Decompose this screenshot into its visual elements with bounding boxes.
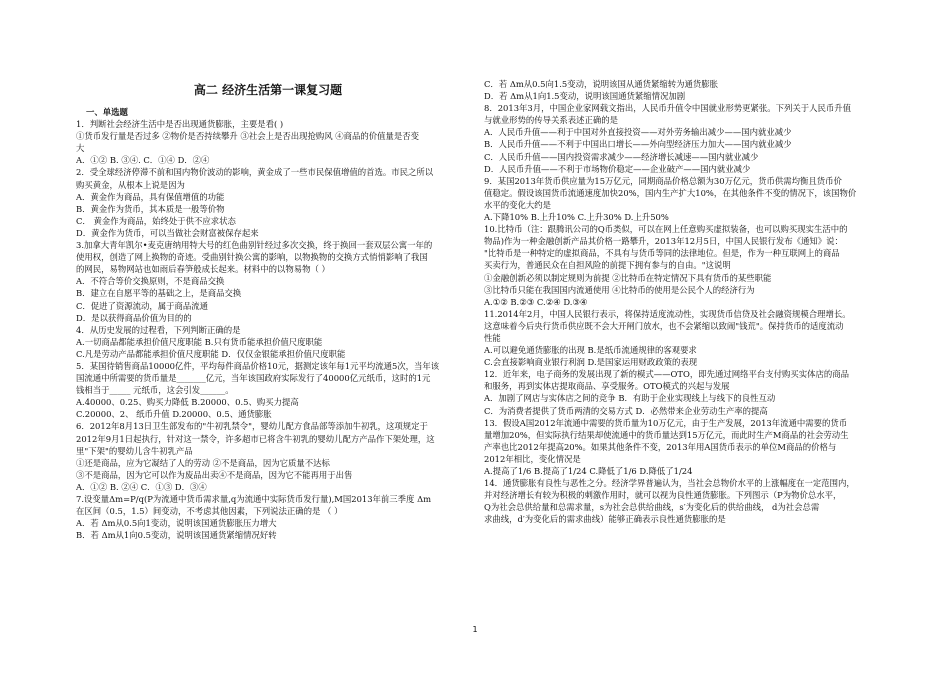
text-line: D．是以获得商品价值为目的的 <box>76 312 192 323</box>
text-line: 大 <box>76 143 85 154</box>
text-line: C．促进了资源流动，属于商品流通 <box>76 300 209 311</box>
text-line: A.①② B.②③ C.②④ D.③④ <box>484 296 588 307</box>
text-line: D．若 Δm从1向1.5变动，说明该国通货紧缩情况加剧 <box>484 91 686 102</box>
text-line: 9．某国2013年货币供应量为15万亿元，同期商品价格总额为30万亿元，货币供需均衡且货币价 <box>484 175 842 186</box>
right-column <box>484 78 874 525</box>
text-line: A．加剧了网店与实体店之间的竞争 B．有助于企业实现线上与线下的良性互动 <box>484 393 776 404</box>
text-line: 的网民，易物网站也如雨后春笋般成长起来。材料中的以物易物（ ） <box>76 264 330 275</box>
text-line: B．黄金作为货币，其本质是一般等价物 <box>76 203 225 214</box>
text-line: 7.设变量Δm=P/q(P为流通中货币需求量,q为流通中实际货币发行量),M国2013年前三季度 Δm <box>76 494 432 504</box>
text-line: 与就业形势的传导关系表述正确的是 <box>484 115 618 126</box>
text-line: 水平的变化大约是 <box>484 199 551 210</box>
left-column <box>76 78 460 541</box>
text-line: C．若 Δm从0.5向1.5变动，说明该国从通货紧缩转为通货膨胀 <box>484 79 718 89</box>
text-line: D．人民币升值——不利于市场物价稳定——企业破产——国内就业减少 <box>484 163 751 174</box>
text-line: B．人民币升值——不利于中国出口增长——外向型经济压力加大——国内就业减少 <box>484 139 792 150</box>
text-line: A．不符合等价交换原则，不是商品交换 <box>76 276 225 287</box>
text-line: B．若 Δm从1向0.5变动，说明该国通货紧缩情况好转 <box>76 530 277 541</box>
title-spacer <box>76 78 460 106</box>
text-line: 和服务，再到实体店提取商品、享受服务。OTO模式的兴起与发展 <box>484 381 730 392</box>
section-heading: 一、单选题 <box>86 107 128 117</box>
text-line: 2012年9月1日起执行，针对这一禁令，许多超市已将含牛初乳的婴幼儿配方产品作下架处理，这 <box>76 433 435 444</box>
text-line: 钱相当于_____ 元纸币，这会引发______。 <box>76 385 234 396</box>
text-line: 购买黄金，从根本上说是因为 <box>76 179 185 190</box>
text-line: 4．从历史发展的过程看，下列判断正确的是 <box>76 324 241 335</box>
text-line: 物品)作为一种金融创新产品其价格一路攀升，2013年12月5日，中国人民银行发布《通知》说： <box>484 236 843 247</box>
text-line: A.可以避免通货膨胀的出现 B.是纸币流通规律的客观要求 <box>484 345 697 356</box>
text-line: 5．某国待销售商品10000亿件，平均每件商品价格10元，据测定该年每1元平均流通5次，当年该 <box>76 360 440 371</box>
text-line: A.一切商品都能承担价值尺度职能 B.只有货币能承担价值尺度职能 <box>76 336 323 347</box>
text-line: 求曲线，d′为变化后的需求曲线）能够正确表示良性通货膨胀的是 <box>484 514 726 525</box>
text-line: A.下降10% B.上升10% C.上升30% D.上升50% <box>484 212 669 223</box>
text-line: 在区间（0.5，1.5）间变动，不考虑其他因素，下列说法正确的是 （ ） <box>76 506 343 517</box>
text-line: A．①② B. ②④ C．①③ D．③④ <box>76 481 207 492</box>
text-line: 买卖行为，普通民众在自担风险的前提下拥有参与的自由。"这说明 <box>484 260 731 271</box>
text-line: ①还是商品，应为它凝结了人的劳动 ②不是商品，因为它质量不达标 <box>76 457 330 468</box>
text-line: 值稳定。假设该国货币流通速度加快20%，国内生产扩大10%，在其他条件不变的情况下，该国物价 <box>484 187 857 198</box>
text-line: A．黄金作为商品，具有保值增值的功能 <box>76 191 225 202</box>
page-number: 1 <box>472 625 478 634</box>
text-line: A.提高了1/6 B.提高了1/24 C.降低了1/6 D.降低了1/24 <box>484 466 693 476</box>
text-line: 11.2014年2月，中国人民银行表示，将保持适度流动性，实现货币信贷及社会融资规模合理增长。 <box>484 308 851 319</box>
right-question-lines <box>484 78 874 525</box>
text-line: 使用权，创造了网上换物的奇迹。受曲别针换公寓的影响，以物换物的交换方式悄悄影响了我国 <box>76 252 428 263</box>
text-line: A．①② B. ③④. C．①④ D．②④ <box>76 155 210 166</box>
text-line: C.凡是劳动产品都能承担价值尺度职能 D．仅仅金银能承担价值尺度职能 <box>76 348 346 359</box>
text-line: C．为消费者提供了货币两清的交易方式 D．必然带来企业劳动生产率的提高 <box>484 405 768 416</box>
text-line: B．建立在自愿平等的基础之上，是商品交换 <box>76 288 242 299</box>
document-title: 高二 经济生活第一课复习题 <box>193 83 343 97</box>
text-line: 这意味着今后央行货币供应既不会大开闸门放水，也不会紧缩以致闹"钱荒"。保持货币的适度流动 <box>484 320 844 331</box>
text-line: 14．通货膨胀有良性与恶性之分。经济学界普遍认为，当社会总物价水平的上涨幅度在一定范围内， <box>484 478 855 489</box>
text-line: 国流通中所需要的货币量是_______亿元，当年该国政府实际发行了40000亿元纸币，这时的1元 <box>76 373 431 384</box>
text-line: ③不是商品，因为它可以作为废品出卖④不是商品，因为它不能再用于出售 <box>76 469 353 480</box>
text-line: 8．2013年3月，中国企业家网载文指出，人民币升值令中国就业形势更紧张。下列关于人民币升值 <box>484 103 851 114</box>
text-line: C.会直接影响商业银行利润 D.是国家运用财政政策的表现 <box>484 357 698 368</box>
text-line: ①货币发行量是否过多 ②物价是否持续攀升 ③社会上是否出现抢购风 ④商品的价值量是否变 <box>76 131 419 142</box>
text-line: 6．2012年8月13日卫生部发布的"牛初乳禁令"，婴幼儿配方食品部等添加牛初乳，这项规定于 <box>76 421 428 432</box>
text-line: 性能 <box>484 332 501 343</box>
text-line: 12．近年来，电子商务的发展出现了新的模式——OTO，即先通过网络平台支付购买实体店的商品 <box>484 369 849 380</box>
text-line: 2．受全球经济停滞不前和国内物价波动的影响，黄金成了一些市民保值增值的首选。市民之所以 <box>76 167 434 178</box>
text-line: 3.加拿大青年凯尔•麦克唐纳用特大号的红色曲别针经过多次交换，终于换回一套双层公寓一年的 <box>76 240 433 251</box>
text-line: D．黄金作为货币，可以当做社会财富被保存起来 <box>76 227 259 238</box>
text-line: A.40000、0.25、购买力降低 B.20000、0.5、购买力提高 <box>76 397 299 408</box>
text-line: C.20000、2、 纸币升值 D.20000、0.5、通货膨胀 <box>76 409 272 420</box>
text-line: 并对经济增长有较为积极的刺激作用时，就可以视为良性通货膨胀。下列图示（P为物价总水平， <box>484 490 842 501</box>
text-line: C． 黄金作为商品，始终处于供不应求状态 <box>76 215 236 226</box>
text-line: 10.比特币（注：跟腾讯公司的Q币类似，可以在网上任意购买虚拟装备，也可以购买现实生活中的 <box>484 224 848 235</box>
text-line: ①金融创新必须以制定规则为前提 ②比特币在特定情况下具有货币的某些职能 <box>484 272 772 283</box>
text-line: 2012年相比，变化情况是 <box>484 453 581 464</box>
text-line: 13．假设A国2012年流通中需要的货币量为10万亿元，由于生产发展，2013年流通中需要的货币 <box>484 417 848 428</box>
text-line: "比特币是一种特定的虚拟商品，不具有与货币等同的法律地位。但是，作为一种互联网上的商品 <box>484 248 840 259</box>
text-line: 量增加20%，但实际执行结果却使流通中的货币量达到15万亿元，而此时生产M商品的社会劳动生 <box>484 429 849 440</box>
text-line: 产率也比2012年提高20%。如果其他条件不变，2013年用A国货币表示的单位M商品的价格与 <box>484 441 837 452</box>
text-line: A．人民币升值——利于中国对外直接投资——对外劳务输出减少——国内就业减少 <box>484 127 792 138</box>
text-line: ③比特币只能在我国国内流通使用 ④比特币的使用是公民个人的经济行为 <box>484 284 755 295</box>
left-question-lines <box>76 106 460 541</box>
text-line: C．人民币升值——国内投资需求减少——经济增长减速——国内就业减少 <box>484 151 759 162</box>
text-line: Q为社会总供给量和总需求量，s为社会总供给曲线，s′为变化后的供给曲线， d为社会总需 <box>484 502 820 513</box>
text-line: A．若 Δm从0.5向1变动，说明该国通货膨胀压力增大 <box>76 518 277 529</box>
text-line: 里"下架"的婴幼儿含牛初乳产品 <box>76 445 193 456</box>
text-line: 1．判断社会经济生活中是否出现通货膨胀，主要是看( ) <box>76 119 284 130</box>
